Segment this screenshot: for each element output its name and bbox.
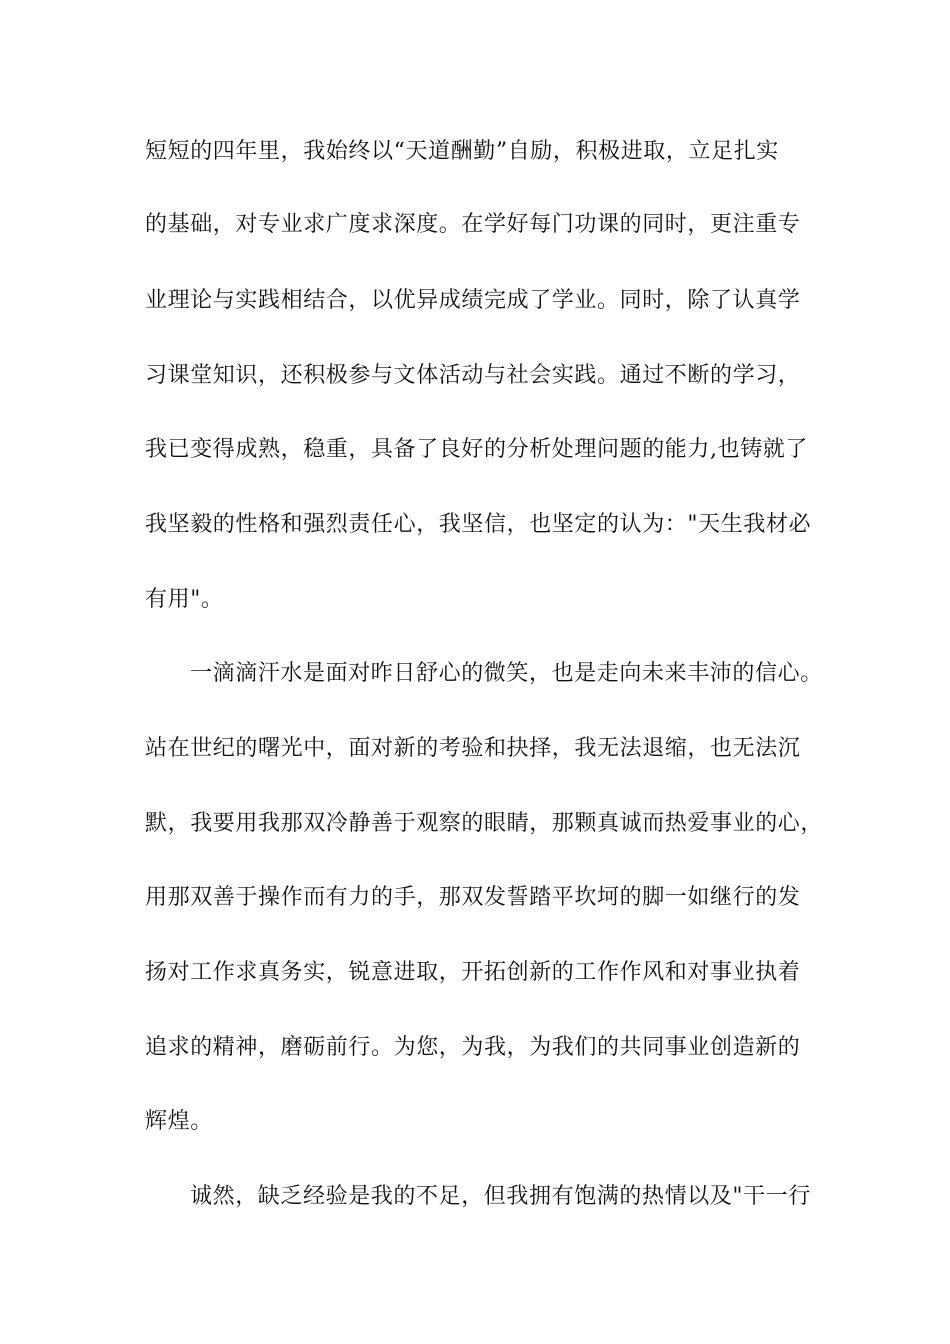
text-line: 辉煌。 [145,1109,213,1134]
text-line: 我已变得成熟，稳重，具备了良好的分析处理问题的能力,也铸就了 [145,437,808,462]
text-line: 的基础，对专业求广度求深度。在学好每门功课的同时，更注重专 [145,212,801,237]
text-line: 追求的精神，磨砺前行。为您，为我，为我们的共同事业创造新的 [145,1035,801,1060]
text-line: 我坚毅的性格和强烈责任心，我坚信，也坚定的认为："天生我材必 [145,512,812,537]
text-line: 默，我要用我那双冷静善于观察的眼睛，那颗真诚而热爱事业的心， [145,811,824,836]
text-line: 站在世纪的曙光中，面对新的考验和抉择，我无法退缩，也无法沉 [145,736,801,761]
text-line: 业理论与实践相结合，以优异成绩完成了学业。同时，除了认真学 [145,288,801,313]
text-line: 有用"。 [145,587,224,612]
text-line: 短短的四年里，我始终以“天道酬勤”自励，积极进取，立足扎实 [145,139,779,164]
text-line: 扬对工作求真务实，锐意进取，开拓创新的工作作风和对事业执着 [145,960,801,985]
text-line: 一滴滴汗水是面对昨日舒心的微笑，也是走向未来丰沛的信心。 [190,661,823,686]
text-line: 习课堂知识，还积极参与文体活动与社会实践。通过不断的学习， [145,363,801,388]
text-line: 用那双善于操作而有力的手，那双发誓踏平坎坷的脚一如继行的发 [145,885,801,910]
text-line: 诚然，缺乏经验是我的不足，但我拥有饱满的热情以及"干一行 [190,1184,811,1209]
